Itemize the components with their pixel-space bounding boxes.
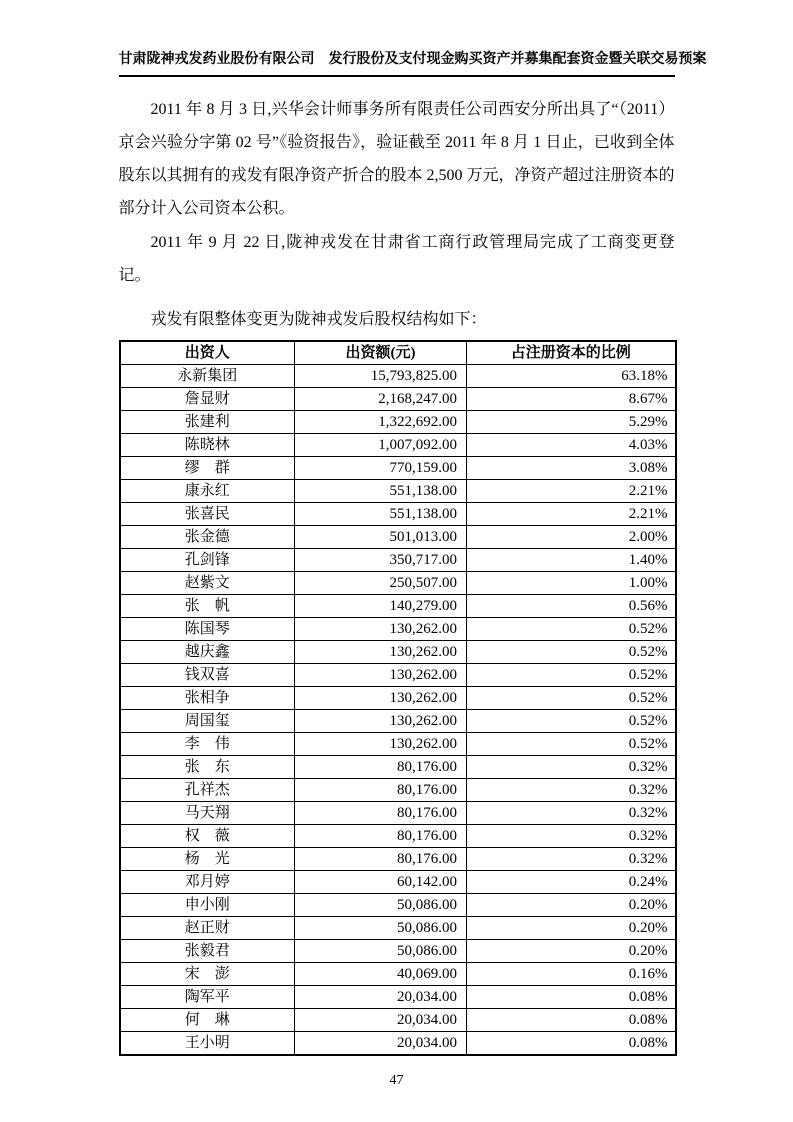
capital-percentage-cell: 1.00% [467, 572, 676, 595]
investor-name-cell: 宋 澎 [120, 963, 295, 986]
table-row [120, 503, 676, 526]
capital-percentage-cell: 0.32% [467, 825, 676, 848]
table-row [120, 457, 676, 480]
table-row [120, 388, 676, 411]
investor-name-cell: 钱双喜 [120, 664, 295, 687]
investor-name-cell: 陈晓林 [120, 434, 295, 457]
content-column [118, 50, 707, 1089]
page-number: 47 [389, 1073, 404, 1088]
table-row [120, 411, 676, 434]
table-row [120, 848, 676, 871]
investor-name-cell: 权 薇 [120, 825, 295, 848]
investor-name-cell: 越庆鑫 [120, 641, 295, 664]
capital-percentage-cell: 0.08% [467, 986, 676, 1009]
investor-name-cell: 陈国琴 [120, 618, 295, 641]
contribution-amount-cell: 130,262.00 [295, 733, 467, 756]
capital-percentage-cell: 2.21% [467, 503, 676, 526]
table-row [120, 434, 676, 457]
capital-percentage-cell: 0.20% [467, 940, 676, 963]
table-row [120, 480, 676, 503]
table-row [120, 365, 676, 388]
investor-name-cell: 邓月婷 [120, 871, 295, 894]
investor-name-cell: 张毅君 [120, 940, 295, 963]
investor-name-cell: 张金德 [120, 526, 295, 549]
table-row [120, 1009, 676, 1032]
contribution-amount-cell: 80,176.00 [295, 825, 467, 848]
column-header-investor: 出资人 [120, 341, 295, 365]
capital-percentage-cell: 0.52% [467, 664, 676, 687]
capital-percentage-cell: 3.08% [467, 457, 676, 480]
capital-percentage-cell: 63.18% [467, 365, 676, 388]
investor-name-cell: 何 琳 [120, 1009, 295, 1032]
table-row [120, 802, 676, 825]
contribution-amount-cell: 50,086.00 [295, 917, 467, 940]
capital-percentage-cell: 0.20% [467, 894, 676, 917]
contribution-amount-cell: 551,138.00 [295, 480, 467, 503]
contribution-amount-cell: 50,086.00 [295, 894, 467, 917]
capital-percentage-cell: 0.52% [467, 641, 676, 664]
table-row [120, 526, 676, 549]
capital-percentage-cell: 5.29% [467, 411, 676, 434]
contribution-amount-cell: 20,034.00 [295, 986, 467, 1009]
table-row [120, 1032, 676, 1056]
capital-percentage-cell: 0.32% [467, 779, 676, 802]
table-row [120, 618, 676, 641]
investor-name-cell: 孔祥杰 [120, 779, 295, 802]
investor-name-cell: 詹显财 [120, 388, 295, 411]
column-header-amount: 出资额(元) [295, 341, 467, 365]
table-row [120, 549, 676, 572]
investor-name-cell: 张相争 [120, 687, 295, 710]
investor-name-cell: 申小刚 [120, 894, 295, 917]
investor-name-cell: 马天翔 [120, 802, 295, 825]
contribution-amount-cell: 20,034.00 [295, 1032, 467, 1056]
investor-name-cell: 赵正财 [120, 917, 295, 940]
investor-name-cell: 张 帆 [120, 595, 295, 618]
capital-percentage-cell: 0.24% [467, 871, 676, 894]
capital-percentage-cell: 0.52% [467, 733, 676, 756]
contribution-amount-cell: 130,262.00 [295, 710, 467, 733]
capital-percentage-cell: 0.56% [467, 595, 676, 618]
contribution-amount-cell: 140,279.00 [295, 595, 467, 618]
capital-percentage-cell: 2.21% [467, 480, 676, 503]
capital-percentage-cell: 8.67% [467, 388, 676, 411]
investor-name-cell: 缪 群 [120, 457, 295, 480]
capital-percentage-cell: 0.20% [467, 917, 676, 940]
investor-name-cell: 王小明 [120, 1032, 295, 1056]
table-row [120, 940, 676, 963]
investor-name-cell: 康永红 [120, 480, 295, 503]
investor-name-cell: 张 东 [120, 756, 295, 779]
investor-name-cell: 张建利 [120, 411, 295, 434]
capital-percentage-cell: 0.08% [467, 1009, 676, 1032]
contribution-amount-cell: 551,138.00 [295, 503, 467, 526]
table-row [120, 825, 676, 848]
investor-name-cell: 陶军平 [120, 986, 295, 1009]
contribution-amount-cell: 130,262.00 [295, 641, 467, 664]
capital-percentage-cell: 0.52% [467, 710, 676, 733]
capital-percentage-cell: 0.52% [467, 618, 676, 641]
investor-name-cell: 杨 光 [120, 848, 295, 871]
contribution-amount-cell: 1,007,092.00 [295, 434, 467, 457]
column-header-percentage: 占注册资本的比例 [467, 341, 676, 365]
contribution-amount-cell: 350,717.00 [295, 549, 467, 572]
paragraph-registration-change: 2011 年 9 月 22 日,陇神戎发在甘肃省工商行政管理局完成了工商变更登记。 [118, 234, 675, 284]
capital-percentage-cell: 0.52% [467, 687, 676, 710]
capital-percentage-cell: 4.03% [467, 434, 676, 457]
shareholding-table-body [120, 365, 676, 1056]
investor-name-cell: 赵紫文 [120, 572, 295, 595]
investor-name-cell: 孔剑锋 [120, 549, 295, 572]
table-row [120, 894, 676, 917]
contribution-amount-cell: 80,176.00 [295, 779, 467, 802]
contribution-amount-cell: 20,034.00 [295, 1009, 467, 1032]
investor-name-cell: 张喜民 [120, 503, 295, 526]
table-row [120, 917, 676, 940]
investor-name-cell: 永新集团 [120, 365, 295, 388]
contribution-amount-cell: 1,322,692.00 [295, 411, 467, 434]
capital-percentage-cell: 0.08% [467, 1032, 676, 1056]
shareholding-structure-table [119, 340, 677, 1056]
contribution-amount-cell: 80,176.00 [295, 756, 467, 779]
table-row [120, 963, 676, 986]
table-row [120, 779, 676, 802]
paragraph-capital-verification: 2011 年 8 月 3 日,兴华会计师事务所有限责任公司西安分所出具了“（2011）京会兴验分字第 02 号”《验资报告》，验证截至 2011 年 8 月 1 日止，已收到全体股东以其拥有的戎发有限净资产折合的股本 2,500 万元，净资产超过注册资本的部分计入公司资本公积。 [118, 101, 675, 217]
contribution-amount-cell: 130,262.00 [295, 618, 467, 641]
table-intro-text: 戎发有限整体变更为陇神戎发后股权结构如下： [150, 311, 487, 328]
contribution-amount-cell: 2,168,247.00 [295, 388, 467, 411]
contribution-amount-cell: 250,507.00 [295, 572, 467, 595]
document-header-title: 甘肃陇神戎发药业股份有限公司 发行股份及支付现金购买资产并募集配套资金暨关联交易预案 [119, 50, 675, 77]
contribution-amount-cell: 80,176.00 [295, 802, 467, 825]
table-row [120, 756, 676, 779]
contribution-amount-cell: 130,262.00 [295, 664, 467, 687]
investor-name-cell: 李 伟 [120, 733, 295, 756]
investor-name-cell: 周国玺 [120, 710, 295, 733]
table-row [120, 710, 676, 733]
contribution-amount-cell: 770,159.00 [295, 457, 467, 480]
capital-percentage-cell: 2.00% [467, 526, 676, 549]
contribution-amount-cell: 60,142.00 [295, 871, 467, 894]
capital-percentage-cell: 0.32% [467, 756, 676, 779]
contribution-amount-cell: 501,013.00 [295, 526, 467, 549]
table-row [120, 871, 676, 894]
table-row [120, 733, 676, 756]
table-row [120, 664, 676, 687]
capital-percentage-cell: 0.32% [467, 802, 676, 825]
table-row [120, 572, 676, 595]
table-row [120, 687, 676, 710]
capital-percentage-cell: 0.16% [467, 963, 676, 986]
contribution-amount-cell: 130,262.00 [295, 687, 467, 710]
contribution-amount-cell: 80,176.00 [295, 848, 467, 871]
capital-percentage-cell: 0.32% [467, 848, 676, 871]
contribution-amount-cell: 40,069.00 [295, 963, 467, 986]
table-row [120, 641, 676, 664]
table-header-row [120, 341, 676, 365]
contribution-amount-cell: 15,793,825.00 [295, 365, 467, 388]
contribution-amount-cell: 50,086.00 [295, 940, 467, 963]
capital-percentage-cell: 1.40% [467, 549, 676, 572]
table-row [120, 595, 676, 618]
table-row [120, 986, 676, 1009]
